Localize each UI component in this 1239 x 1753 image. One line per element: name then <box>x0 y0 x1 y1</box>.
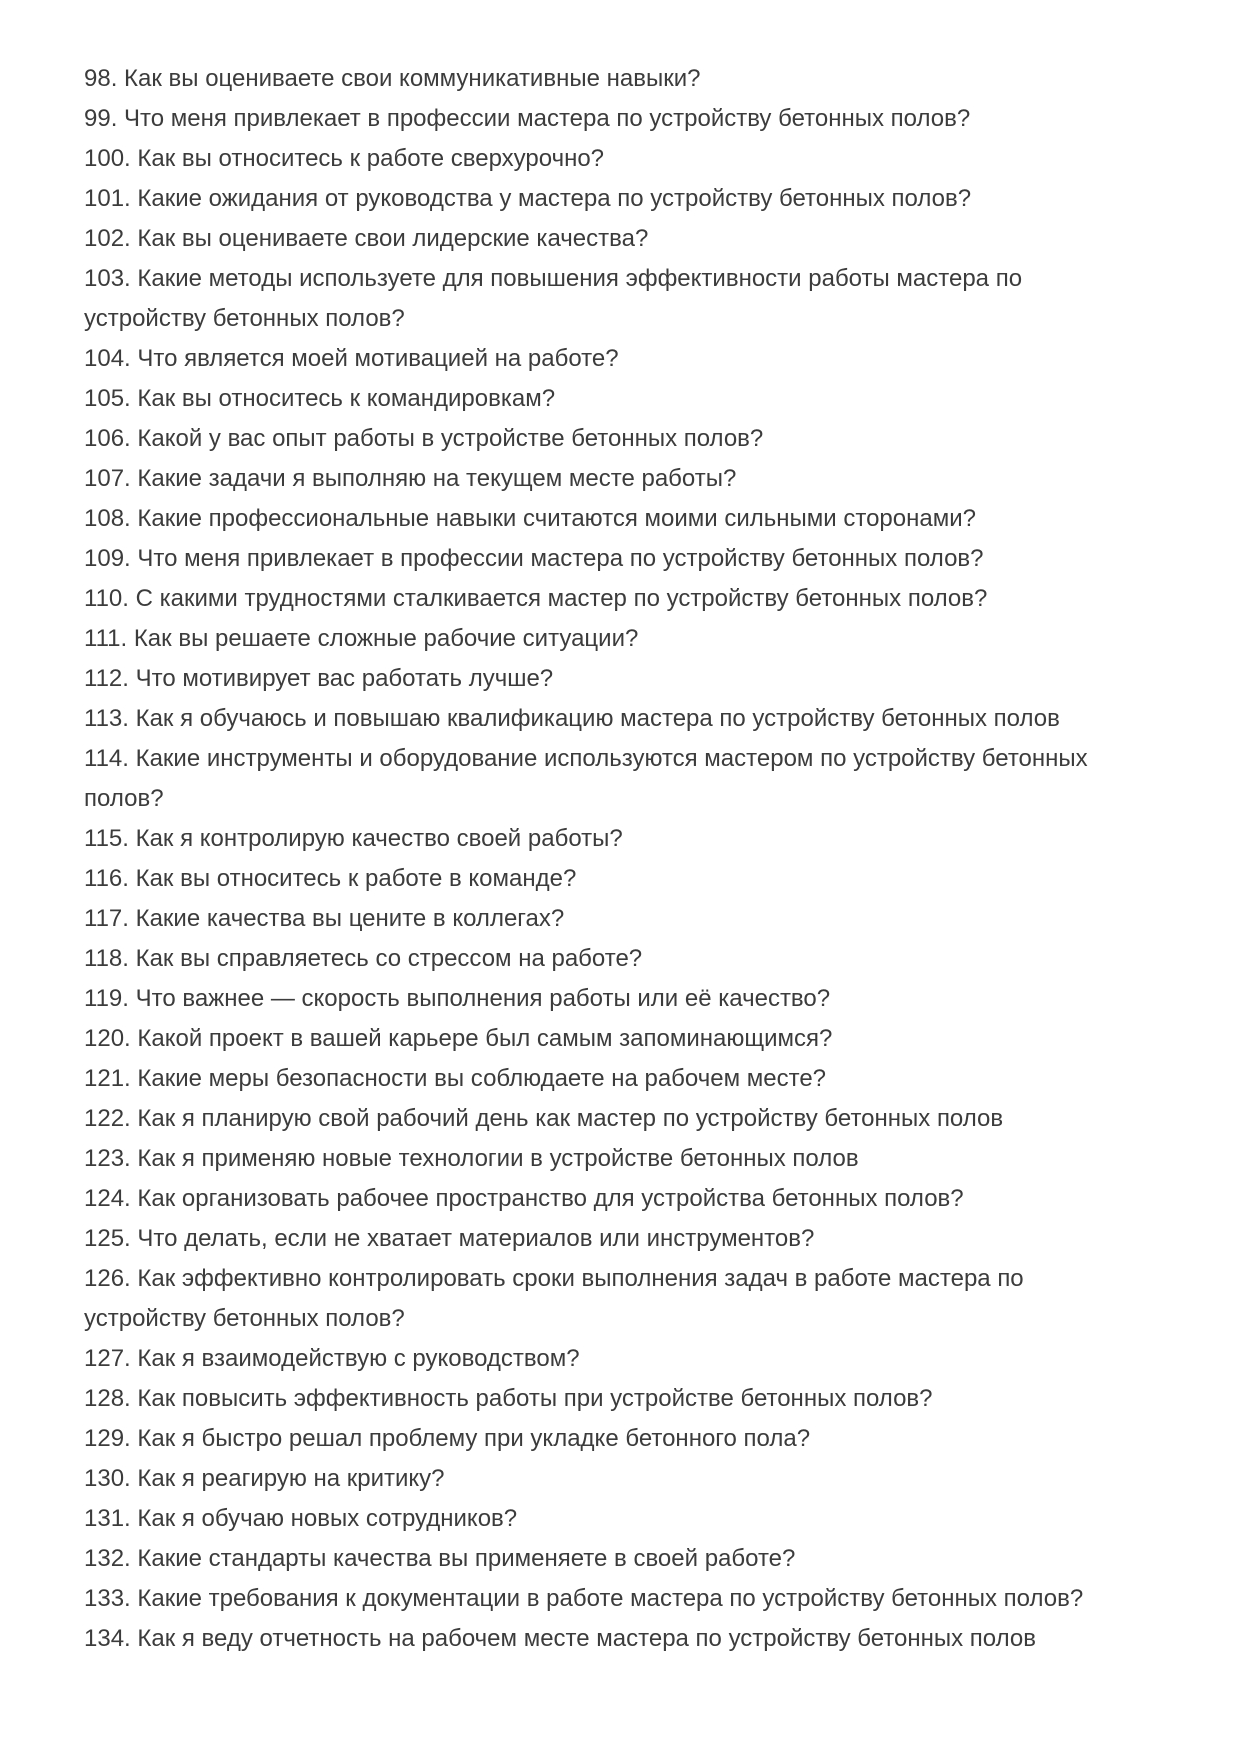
question-line: 104. Что является моей мотивацией на работе? <box>84 345 619 372</box>
question-item <box>84 619 1199 659</box>
question-item <box>84 739 1199 819</box>
question-item <box>84 979 1199 1019</box>
question-item <box>84 59 1199 99</box>
question-item <box>84 1179 1199 1219</box>
question-item <box>84 1619 1199 1659</box>
question-item <box>84 1259 1199 1339</box>
question-line: 105. Как вы относитесь к командировкам? <box>84 385 556 412</box>
question-line: 122. Как я планирую свой рабочий день как мастер по устройству бетонных полов <box>84 1105 1004 1132</box>
question-line: 99. Что меня привлекает в профессии мастера по устройству бетонных полов? <box>84 105 971 132</box>
question-line: 123. Как я применяю новые технологии в устройстве бетонных полов <box>84 1145 859 1172</box>
question-line: полов? <box>84 785 164 812</box>
question-item <box>84 1219 1199 1259</box>
question-line: 98. Как вы оцениваете свои коммуникативные навыки? <box>84 65 701 92</box>
question-line: 130. Как я реагирую на критику? <box>84 1465 445 1492</box>
question-item <box>84 459 1199 499</box>
question-line: 133. Какие требования к документации в работе мастера по устройству бетонных полов? <box>84 1585 1084 1612</box>
question-line: 115. Как я контролирую качество своей работы? <box>84 825 623 852</box>
question-line: 113. Как я обучаюсь и повышаю квалификацию мастера по устройству бетонных полов <box>84 705 1060 732</box>
question-line: 102. Как вы оцениваете свои лидерские качества? <box>84 225 649 252</box>
question-line: 119. Что важнее — скорость выполнения работы или её качество? <box>84 985 831 1012</box>
question-item <box>84 1339 1199 1379</box>
question-line: 129. Как я быстро решал проблему при укладке бетонного пола? <box>84 1425 811 1452</box>
question-line: 112. Что мотивирует вас работать лучше? <box>84 665 554 692</box>
question-item <box>84 1579 1199 1619</box>
question-item <box>84 499 1199 539</box>
question-item <box>84 939 1199 979</box>
question-line: 103. Какие методы используете для повышения эффективности работы мастера по <box>84 265 1023 292</box>
question-line: 106. Какой у вас опыт работы в устройстве бетонных полов? <box>84 425 764 452</box>
question-item <box>84 99 1199 139</box>
question-item <box>84 1059 1199 1099</box>
question-item <box>84 1499 1199 1539</box>
question-line: 116. Как вы относитесь к работе в команде? <box>84 865 577 892</box>
question-line: устройству бетонных полов? <box>84 305 405 332</box>
question-line: 121. Какие меры безопасности вы соблюдаете на рабочем месте? <box>84 1065 827 1092</box>
question-item <box>84 539 1199 579</box>
question-line: 124. Как организовать рабочее пространство для устройства бетонных полов? <box>84 1185 964 1212</box>
question-line: устройству бетонных полов? <box>84 1305 405 1332</box>
question-line: 107. Какие задачи я выполняю на текущем месте работы? <box>84 465 737 492</box>
question-line: 101. Какие ожидания от руководства у мастера по устройству бетонных полов? <box>84 185 972 212</box>
question-line: 125. Что делать, если не хватает материалов или инструментов? <box>84 1225 815 1252</box>
question-item <box>84 219 1199 259</box>
question-line: 100. Как вы относитесь к работе сверхурочно? <box>84 145 605 172</box>
question-item <box>84 1379 1199 1419</box>
question-item <box>84 659 1199 699</box>
question-item <box>84 339 1199 379</box>
question-line: 134. Как я веду отчетность на рабочем месте мастера по устройству бетонных полов <box>84 1625 1036 1652</box>
question-item <box>84 1459 1199 1499</box>
question-line: 110. С какими трудностями сталкивается мастер по устройству бетонных полов? <box>84 585 988 612</box>
question-item <box>84 899 1199 939</box>
question-line: 127. Как я взаимодействую с руководством? <box>84 1345 580 1372</box>
question-item <box>84 139 1199 179</box>
question-list <box>84 59 1199 1659</box>
question-line: 114. Какие инструменты и оборудование используются мастером по устройству бетонных <box>84 745 1088 772</box>
question-line: 117. Какие качества вы цените в коллегах? <box>84 905 565 932</box>
question-item <box>84 1419 1199 1459</box>
question-line: 131. Как я обучаю новых сотрудников? <box>84 1505 518 1532</box>
question-item <box>84 379 1199 419</box>
question-item <box>84 259 1199 339</box>
question-item <box>84 819 1199 859</box>
question-line: 118. Как вы справляетесь со стрессом на работе? <box>84 945 643 972</box>
question-line: 132. Какие стандарты качества вы применяете в своей работе? <box>84 1545 796 1572</box>
question-line: 109. Что меня привлекает в профессии мастера по устройству бетонных полов? <box>84 545 984 572</box>
question-item <box>84 859 1199 899</box>
question-item <box>84 579 1199 619</box>
question-item <box>84 1139 1199 1179</box>
question-line: 126. Как эффективно контролировать сроки выполнения задач в работе мастера по <box>84 1265 1024 1292</box>
question-item <box>84 419 1199 459</box>
question-item <box>84 179 1199 219</box>
question-line: 128. Как повысить эффективность работы при устройстве бетонных полов? <box>84 1385 933 1412</box>
question-line: 120. Какой проект в вашей карьере был самым запоминающимся? <box>84 1025 833 1052</box>
question-item <box>84 699 1199 739</box>
question-item <box>84 1539 1199 1579</box>
question-line: 111. Как вы решаете сложные рабочие ситуации? <box>84 625 639 652</box>
question-line: 108. Какие профессиональные навыки считаются моими сильными сторонами? <box>84 505 976 532</box>
question-item <box>84 1099 1199 1139</box>
question-item <box>84 1019 1199 1059</box>
